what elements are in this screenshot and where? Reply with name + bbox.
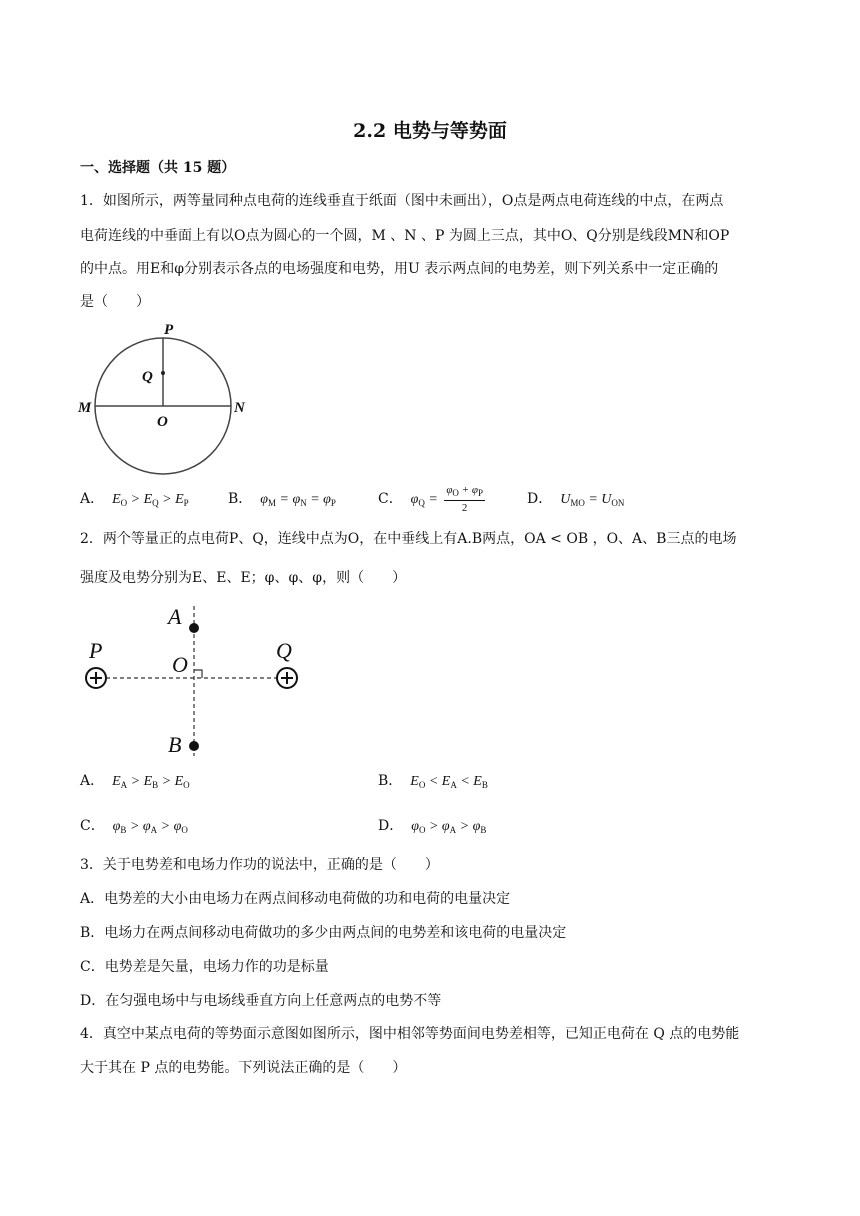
q1-option-d-letter: D． <box>527 491 553 507</box>
page-title: 2.2 电势与等势面 <box>353 120 507 142</box>
q2-option-b-formula: $E_O < E_A < E_B$ <box>406 774 488 790</box>
q2-point-a <box>189 623 199 633</box>
q2-line-1: 2．两个等量正的点电荷P、Q，连线中点为O，在中垂线上有A.B两点，OA < OB ，O、A、B三点的电场 <box>80 531 737 547</box>
q3-option-c: C．电势差是矢量，电场力作的功是标量 <box>80 959 329 975</box>
q2-option-d-letter: D． <box>378 818 404 834</box>
q3-stem: 3．关于电势差和电场力作功的说法中，正确的是（ ） <box>80 857 439 873</box>
q2-option-c-formula: $\varphi_B > \varphi_A > \varphi_O$ <box>109 819 188 835</box>
q1-label-m: M <box>78 400 92 416</box>
q1-line-3: 的中点。用E和φ分别表示各点的电场强度和电势，用U 表示两点间的电势差，则下列关系中一定正确的 <box>80 261 719 277</box>
q4-line-1: 4．真空中某点电荷的等势面示意图如图所示，图中相邻等势面间电势差相等，已知正电荷在 Q 点的电势能 <box>80 1026 740 1042</box>
q2-label-p: P <box>89 638 103 663</box>
q1-option-d <box>527 489 624 513</box>
q1-option-c-fraction: $\frac{\varphi_O + \varphi_P}{2}$ <box>446 484 483 514</box>
q1-line-2: 电荷连线的中垂面上有以O点为圆心的一个圆，M 、N 、P 为圆上三点，其中O、Q分别是线段MN和OP <box>80 228 730 244</box>
q2-option-c <box>80 816 188 840</box>
q2-point-b <box>189 741 199 751</box>
q2-label-a: A <box>168 604 182 629</box>
q1-option-a-formula: $E_O > E_Q > E_P$ <box>108 492 189 508</box>
q1-option-b-letter: B． <box>228 491 253 507</box>
q2-charges-figure <box>80 600 320 760</box>
q1-label-n: N <box>234 400 245 416</box>
q2-label-q: Q <box>276 638 292 663</box>
q3-option-b: B．电场力在两点间移动电荷做功的多少由两点间的电势差和该电荷的电量决定 <box>80 925 567 941</box>
q1-line-4: 是（ ） <box>80 294 150 310</box>
q1-label-o: O <box>157 414 168 430</box>
q2-option-d <box>378 816 486 840</box>
q1-option-c-letter: C． <box>378 491 403 507</box>
q1-option-b <box>228 489 336 513</box>
q2-line-2: 强度及电势分别为E、E、E；φ、φ、φ，则（ ） <box>80 570 407 586</box>
q1-option-c-formula: $\varphi_Q$ = <box>407 492 438 508</box>
section-heading: 一、选择题（共 15 题） <box>80 160 236 176</box>
q1-option-b-formula: $\varphi_M = \varphi_N = \varphi_P$ <box>256 492 336 508</box>
q1-option-c <box>378 482 487 520</box>
q2-option-b-letter: B． <box>378 773 403 789</box>
q2-option-a-formula: $E_A > E_B > E_O$ <box>108 774 190 790</box>
q2-right-angle-mark <box>194 670 202 678</box>
q2-option-a-letter: A． <box>80 773 105 789</box>
q2-option-d-formula: $\varphi_O > \varphi_A > \varphi_B$ <box>407 819 487 835</box>
q2-label-o: O <box>172 652 188 677</box>
q1-circle-figure <box>72 318 245 478</box>
q2-option-c-letter: C． <box>80 818 105 834</box>
q2-label-b: B <box>168 732 182 757</box>
q1-option-d-formula: $U_{MO} = U_{ON}$ <box>556 492 625 508</box>
q1-options <box>80 489 189 513</box>
q1-point-q <box>161 371 165 375</box>
q1-label-p: P <box>164 322 174 338</box>
q1-label-q: Q <box>142 369 153 385</box>
q1-option-a-letter: A． <box>80 491 105 507</box>
q2-option-b <box>378 771 488 795</box>
q3-option-d: D．在匀强电场中与电场线垂直方向上任意两点的电势不等 <box>80 993 442 1009</box>
q2-option-a <box>80 771 190 795</box>
q3-option-a: A．电势差的大小由电场力在两点间移动电荷做的功和电荷的电量决定 <box>80 891 511 907</box>
q4-line-2: 大于其在 P 点的电势能。下列说法正确的是（ ） <box>80 1060 407 1076</box>
q1-line-1: 1．如图所示，两等量同种点电荷的连线垂直于纸面（图中未画出），O点是两点电荷连线的中点，在两点 <box>80 193 724 209</box>
